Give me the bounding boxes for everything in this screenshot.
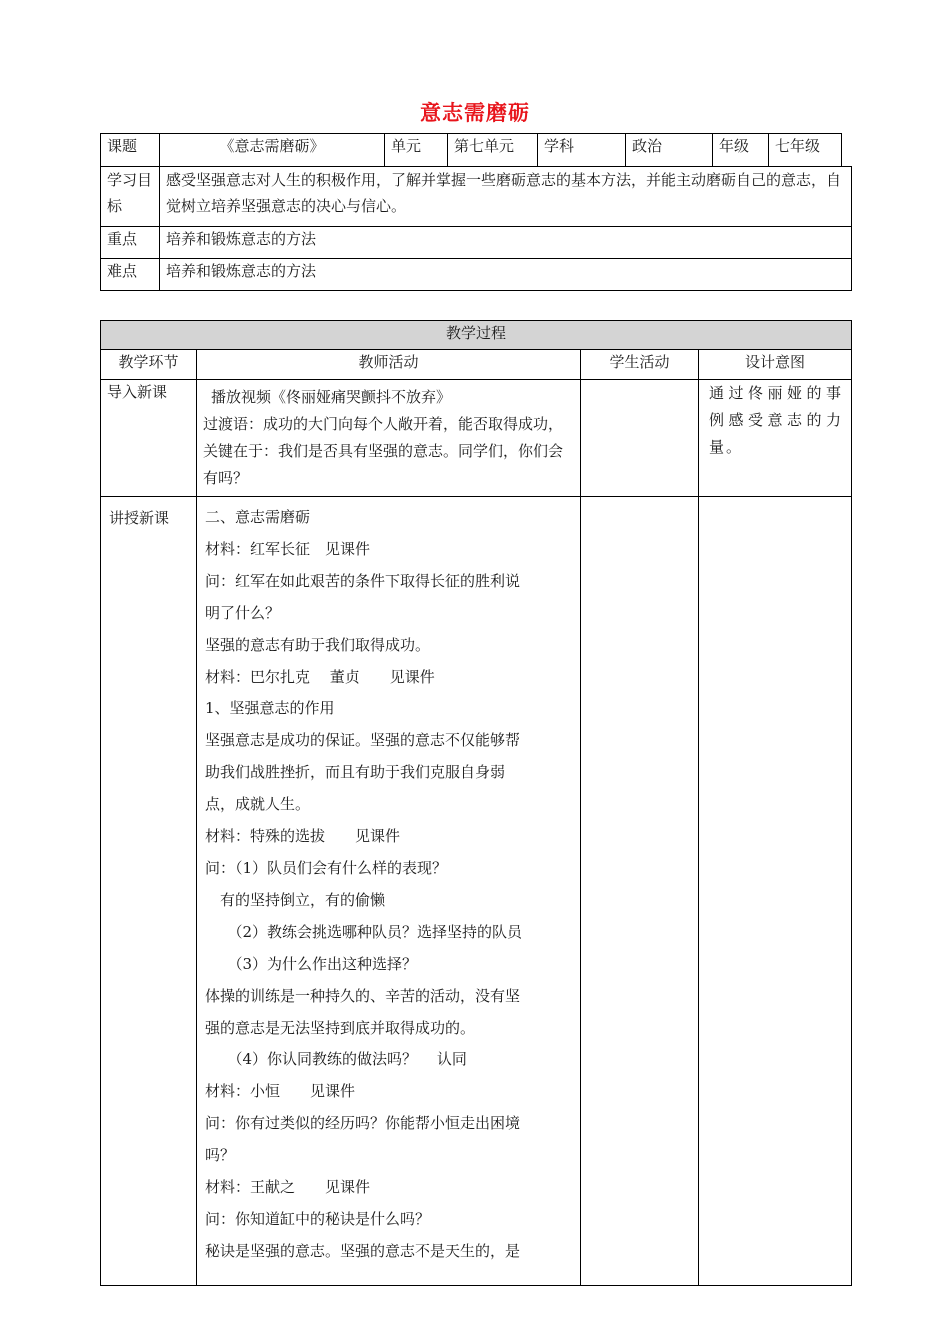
lecture-teacher-line: 强的意志是无法坚持到底并取得成功的。 [205,1018,476,1037]
grade-value: 七年级 [769,134,842,167]
lecture-teacher-line: （4）你认同教练的做法吗？ 认同 [205,1050,467,1069]
info-row-difficulty [101,259,852,291]
lecture-teacher-line: 点，成就人生。 [205,795,311,814]
intro-teacher-line: 播放视频《佟丽娅痛哭颤抖不放弃》 [211,388,452,406]
lecture-teacher-line: 体操的训练是一种持久的、辛苦的活动，没有坚 [205,986,521,1005]
unit-value: 第七单元 [448,134,538,167]
lecture-teacher-line: 吗？ [205,1146,236,1165]
goal-label: 学习目标 [101,167,160,227]
subject-value: 政治 [626,134,713,167]
document-title: 意志需磨砺 [420,101,530,125]
lecture-teacher-line: （3）为什么作出这种选择？ [205,954,418,973]
key-text: 培养和锻炼意志的方法 [160,227,852,259]
lecture-teacher-line: 问：（1）队员们会有什么样的表现？ [205,858,448,877]
process-heading-row [101,321,852,350]
col-stage-header: 教学环节 [101,350,197,380]
col-teacher-header: 教师活动 [197,350,581,380]
intro-teacher-line: 过渡语：成功的大门向每个人敞开着，能否取得成功，关键在于：我们是否具有坚强的意志。同学们，你们会有吗？ [203,415,564,487]
difficulty-text: 培养和锻炼意志的方法 [160,259,852,291]
intro-design-intent: 通过佟丽娅的事例感受意志的力量。 [699,380,852,497]
lecture-teacher-line: 问：你知道缸中的秘诀是什么吗？ [205,1209,431,1228]
goal-text: 感受坚强意志对人生的积极作用，了解并掌握一些磨砺意志的基本方法，并能主动磨砺自己的意志，自觉树立培养坚强意志的决心与信心。 [160,167,852,227]
lecture-teacher-line: 1、坚强意志的作用 [205,699,335,718]
grade-label: 年级 [713,134,769,167]
lecture-teacher-line: 材料：王献之 见课件 [205,1178,371,1197]
lecture-student-activity [581,497,699,1286]
info-spacer [842,134,852,167]
info-row-topic [101,134,852,167]
lecture-teacher-line: 坚强意志是成功的保证。坚强的意志不仅能够帮 [205,731,521,750]
info-row-goal [101,167,852,227]
lecture-teacher-line: 材料：特殊的选拔 见课件 [205,827,401,846]
lecture-teacher-line: 问：红军在如此艰苦的条件下取得长征的胜利说 [205,571,521,590]
lecture-teacher-line: 材料：巴尔扎克 董贞 见课件 [205,667,435,686]
lecture-teacher-activity [197,497,581,1286]
lecture-teacher-line: （2）教练会挑选哪种队员？选择坚持的队员 [205,922,523,941]
process-column-header-row [101,350,852,380]
subject-label: 学科 [538,134,626,167]
intro-teacher-activity [197,380,581,497]
lecture-teacher-line: 材料：红军长征 见课件 [205,539,371,558]
intro-row [101,380,852,497]
col-student-header: 学生活动 [581,350,699,380]
topic-value: 《意志需磨砺》 [160,134,385,167]
key-label: 重点 [101,227,160,259]
lecture-teacher-line: 材料：小恒 见课件 [205,1082,356,1101]
teaching-process-table [100,320,852,1286]
info-row-key [101,227,852,259]
lecture-teacher-line: 问：你有过类似的经历吗？你能帮小恒走出困境 [205,1114,521,1133]
lecture-teacher-line: 坚强的意志有助于我们取得成功。 [205,635,431,654]
intro-student-activity [581,380,699,497]
col-intent-header: 设计意图 [699,350,852,380]
lecture-stage: 讲授新课 [101,497,197,1286]
process-heading: 教学过程 [101,321,852,350]
intro-stage: 导入新课 [101,380,197,497]
lecture-teacher-line: 秘诀是坚强的意志。坚强的意志不是天生的，是 [205,1241,521,1260]
lecture-row [101,497,852,1286]
unit-label: 单元 [385,134,448,167]
lecture-design-intent [699,497,852,1286]
lesson-info-table [100,133,852,291]
topic-label: 课题 [101,134,160,167]
difficulty-label: 难点 [101,259,160,291]
lecture-teacher-line: 二、意志需磨砺 [205,508,311,526]
lecture-teacher-line: 助我们战胜挫折，而且有助于我们克服自身弱 [205,763,506,782]
lecture-teacher-line: 有的坚持倒立，有的偷懒 [205,890,386,909]
lecture-teacher-line: 明了什么？ [205,603,281,622]
